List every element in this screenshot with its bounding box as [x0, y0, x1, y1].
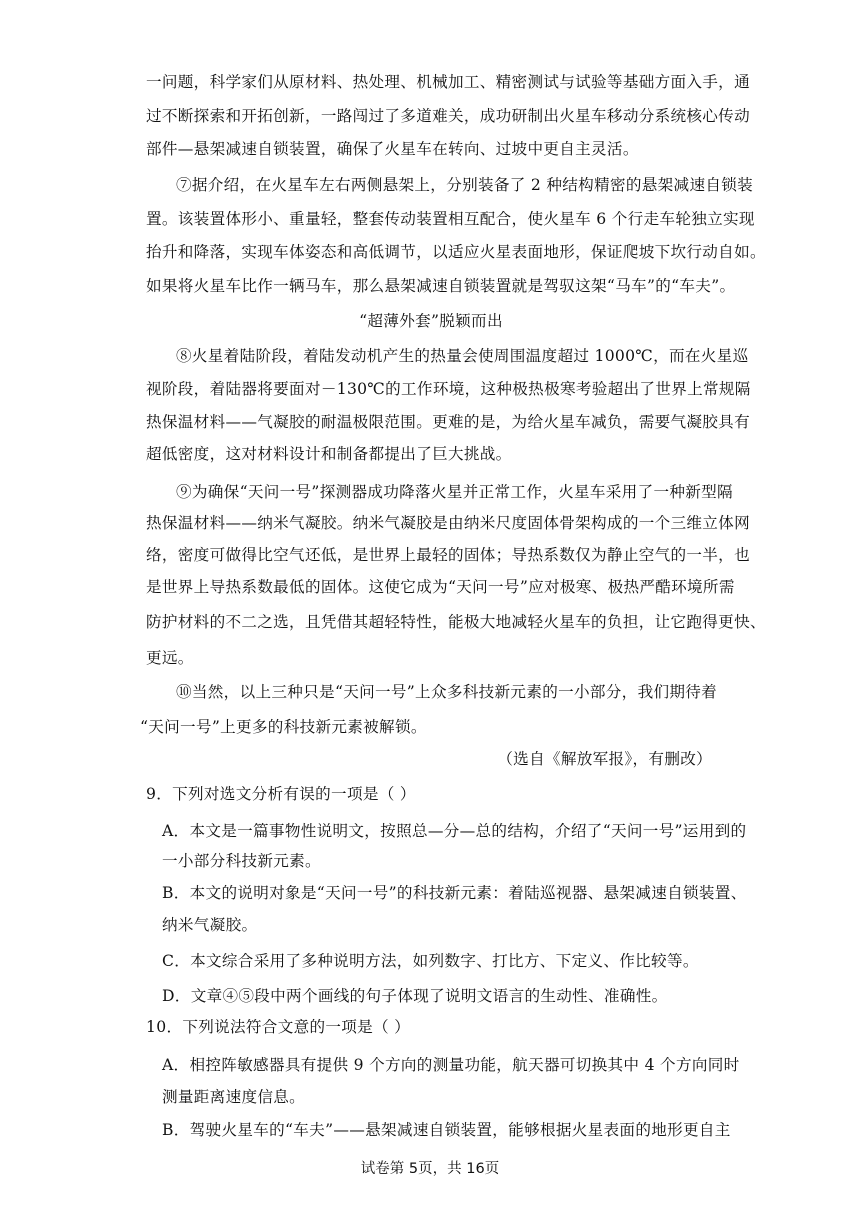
- question-10-stem: 10．下列说法符合文意的一项是（ ）: [146, 1018, 411, 1036]
- question-9-option-a-line-2: 一小部分科技新元素。: [162, 852, 321, 870]
- paragraph-9-line-4: 是世界上导热系数最低的固体。这使它成为“天问一号”应对极寒、极热严酷环境所需: [146, 578, 735, 596]
- question-10-option-a-line-2: 测量距离速度信息。: [162, 1088, 306, 1106]
- paragraph-9-line-1: ⑨为确保“天问一号”探测器成功降落火星并正常工作，火星车采用了一种新型隔: [176, 483, 733, 501]
- paragraph-7-line-1: ⑦据介绍，在火星车左右两侧悬架上，分别装备了 2 种结构精密的悬架减速自锁装: [176, 176, 754, 194]
- question-9-option-b-line-1: B．本文的说明对象是“天问一号”的科技新元素：着陆巡视器、悬架减速自锁装置、: [162, 884, 747, 902]
- section-heading: “超薄外套”脱颖而出: [359, 312, 503, 330]
- question-9-option-a-line-1: A．本文是一篇事物性说明文，按照总—分—总的结构，介绍了“天问一号”运用到的: [162, 822, 747, 840]
- paragraph-9-line-3: 络，密度可做得比空气还低，是世界上最轻的固体；导热系数仅为静止空气的一半，也: [146, 546, 750, 564]
- paragraph-10-line-2: “天问一号”上更多的科技新元素被解锁。: [140, 718, 427, 736]
- question-9-stem: 9．下列对选文分析有误的一项是（ ）: [146, 785, 416, 803]
- paragraph-9-line-5: 防护材料的不二之选，且凭借其超轻特性，能极大地减轻火星车的负担，让它跑得更快、: [146, 613, 766, 631]
- paragraph-6-line-3: 部件—悬架减速自锁装置，确保了火星车在转向、过坡中更自主灵活。: [146, 140, 639, 158]
- question-10-option-b-line-1: B．驾驶火星车的“车夫”——悬架减速自锁装置，能够根据火星表面的地形更自主: [162, 1121, 731, 1139]
- paragraph-9-line-6: 更远。: [146, 649, 194, 667]
- paragraph-6-line-1: 一问题，科学家们从原材料、热处理、机械加工、精密测试与试验等基础方面入手，通: [146, 73, 750, 91]
- paragraph-7-line-3: 抬升和降落，实现车体姿态和高低调节，以适应火星表面地形，保证爬坡下坎行动自如。: [146, 243, 766, 261]
- paragraph-8-line-1: ⑧火星着陆阶段，着陆发动机产生的热量会使周围温度超过 1000℃，而在火星巡: [176, 347, 749, 365]
- paragraph-8-line-3: 热保温材料——气凝胶的耐温极限范围。更难的是，为给火星车减负，需要气凝胶具有: [146, 413, 750, 431]
- paragraph-7-line-2: 置。该装置体形小、重量轻，整套传动装置相互配合，使火星车 6 个行走车轮独立实现: [146, 210, 755, 228]
- paragraph-8-line-2: 视阶段，着陆器将要面对－130℃的工作环境，这种极热极寒考验超出了世界上常规隔: [146, 380, 751, 398]
- paragraph-8-line-4: 超低密度，这对材料设计和制备都提出了巨大挑战。: [146, 445, 512, 463]
- paragraph-7-line-4: 如果将火星车比作一辆马车，那么悬架减速自锁装置就是驾驭这架“马车”的“车夫”。: [146, 277, 736, 295]
- paragraph-10-line-1: ⑩当然，以上三种只是“天问一号”上众多科技新元素的一小部分，我们期待着: [176, 683, 718, 701]
- question-9-option-b-line-2: 纳米气凝胶。: [162, 916, 258, 934]
- question-10-option-a-line-1: A．相控阵敏感器具有提供 9 个方向的测量功能，航天器可切换其中 4 个方向同时: [162, 1056, 740, 1074]
- question-9-option-d: D．文章④⑤段中两个画线的句子体现了说明文语言的生动性、准确性。: [162, 987, 668, 1005]
- paragraph-9-line-2: 热保温材料——纳米气凝胶。纳米气凝胶是由纳米尺度固体骨架构成的一个三维立体网: [146, 514, 750, 532]
- page-footer: 试卷第 5页，共 16页: [360, 1161, 500, 1177]
- source-citation: （选自《解放军报》，有删改）: [497, 750, 712, 768]
- paragraph-6-line-2: 过不断探索和开拓创新，一路闯过了多道难关，成功研制出火星车移动分系统核心传动: [146, 107, 750, 125]
- question-9-option-c: C．本文综合采用了多种说明方法，如列数字、打比方、下定义、作比较等。: [162, 952, 699, 970]
